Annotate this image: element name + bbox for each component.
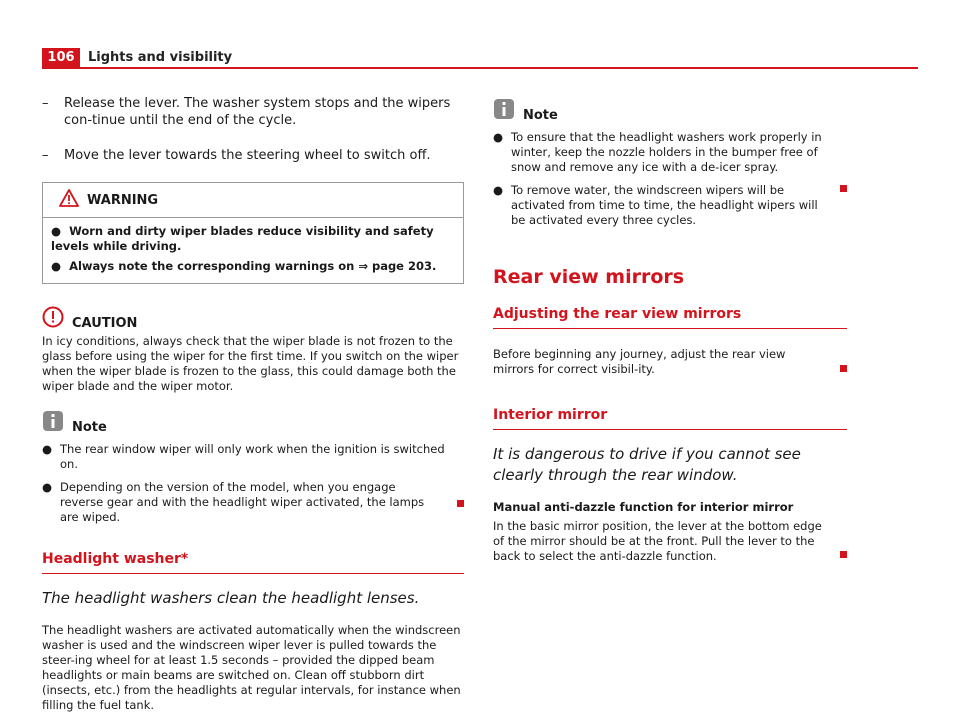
adjusting-body (493, 347, 847, 377)
note-item-text: The rear window wiper will only work when the ignition is switched on. (60, 442, 445, 471)
left-column (42, 95, 464, 719)
dash-marker: – (42, 96, 49, 111)
bullet-glyph: ● (51, 259, 62, 273)
caution-body (42, 334, 464, 394)
warning-item (51, 259, 455, 274)
caution-icon (42, 306, 64, 332)
note-header (493, 98, 847, 124)
section-title: Lights and visibility (88, 50, 233, 65)
info-icon (42, 410, 64, 436)
step-text: Release the lever. The washer system stops and the wipers con-tinue until the end of the cycle. (64, 96, 451, 128)
adjusting-mirrors-heading: Adjusting the rear view mirrors (493, 306, 847, 329)
headlight-washer-body (42, 623, 464, 713)
page-number: 106 (42, 48, 80, 68)
warning-box (42, 182, 464, 284)
caution-header (42, 306, 464, 332)
headlight-washer-lead: The headlight washers clean the headlight lenses. (42, 589, 420, 607)
warning-body (43, 218, 463, 283)
bullet-glyph: ● (42, 442, 53, 456)
note-item (493, 130, 847, 175)
note-item (42, 480, 464, 525)
note-item-text: To remove water, the windscreen wipers will be activated from time to time, the headlight wipers will be activated every three cycles. (511, 183, 818, 227)
end-of-section-marker (840, 365, 847, 372)
right-column (493, 98, 847, 572)
warning-item-text: Always note the corresponding warnings on ⇒ page 203. (69, 259, 437, 273)
step-item (42, 147, 464, 164)
bullet-glyph: ● (493, 130, 504, 144)
bullet-glyph: ● (51, 224, 62, 238)
interior-mirror-heading: Interior mirror (493, 407, 847, 430)
note-title: Note (523, 108, 558, 123)
warning-triangle-icon (59, 189, 79, 211)
headlight-washer-heading: Headlight washer* (42, 551, 464, 574)
note-item (42, 442, 464, 472)
step-item (42, 95, 464, 129)
note-item-text: Depending on the version of the model, when you engage reverse gear and with the headlight wiper activated, the lamps are wiped. (60, 480, 425, 524)
end-of-section-marker (840, 551, 847, 558)
note-item-text: To ensure that the headlight washers work properly in winter, keep the nozzle holders in the bumper free of snow and remove any ice with a de-icer spray. (511, 130, 822, 174)
end-of-section-marker (840, 185, 847, 192)
step-text: Move the lever towards the steering wheel to switch off. (64, 148, 431, 163)
headlight-washer-text: The headlight washers are activated automatically when the windscreen washer is used and the windscreen wiper lever is pulled towards the steer-ing wheel for at least 1.5 seconds – provided the dipped beam headlights or main beams are switched on. Clean off stubborn dirt (insects, etc.) from the headlights at regular intervals, for instance when filling the fuel tank. (42, 623, 461, 712)
adjusting-text: Before beginning any journey, adjust the rear view mirrors for correct visibil-ity. (493, 347, 786, 376)
note-item (493, 183, 847, 228)
anti-dazzle-subheading: Manual anti-dazzle function for interior mirror (493, 500, 794, 514)
page-header (0, 0, 960, 72)
header-rule (42, 67, 918, 69)
caution-text: In icy conditions, always check that the wiper blade is not frozen to the glass before using the wiper for the first time. If you switch on the wiper when the wiper blade is frozen to the glass, this could damage both the wiper blade and the wiper motor. (42, 334, 459, 393)
interior-mirror-body (493, 519, 847, 564)
end-of-section-marker (457, 500, 464, 507)
warning-title: WARNING (87, 192, 159, 208)
info-icon (493, 98, 515, 124)
bullet-glyph: ● (493, 183, 504, 197)
note-title: Note (72, 420, 107, 435)
interior-mirror-text: In the basic mirror position, the lever at the bottom edge of the mirror should be at the front. Pull the lever to the back to select the anti-dazzle function. (493, 519, 822, 563)
note-header (42, 410, 464, 436)
dash-marker: – (42, 148, 49, 163)
warning-item (51, 224, 455, 254)
bullet-glyph: ● (42, 480, 53, 494)
rear-view-mirrors-heading: Rear view mirrors (493, 266, 685, 288)
interior-mirror-lead: It is dangerous to drive if you cannot see clearly through the rear window. (493, 445, 801, 484)
warning-item-text: Worn and dirty wiper blades reduce visibility and safety levels while driving. (51, 224, 434, 253)
warning-header (43, 183, 463, 218)
caution-title: CAUTION (72, 316, 138, 331)
